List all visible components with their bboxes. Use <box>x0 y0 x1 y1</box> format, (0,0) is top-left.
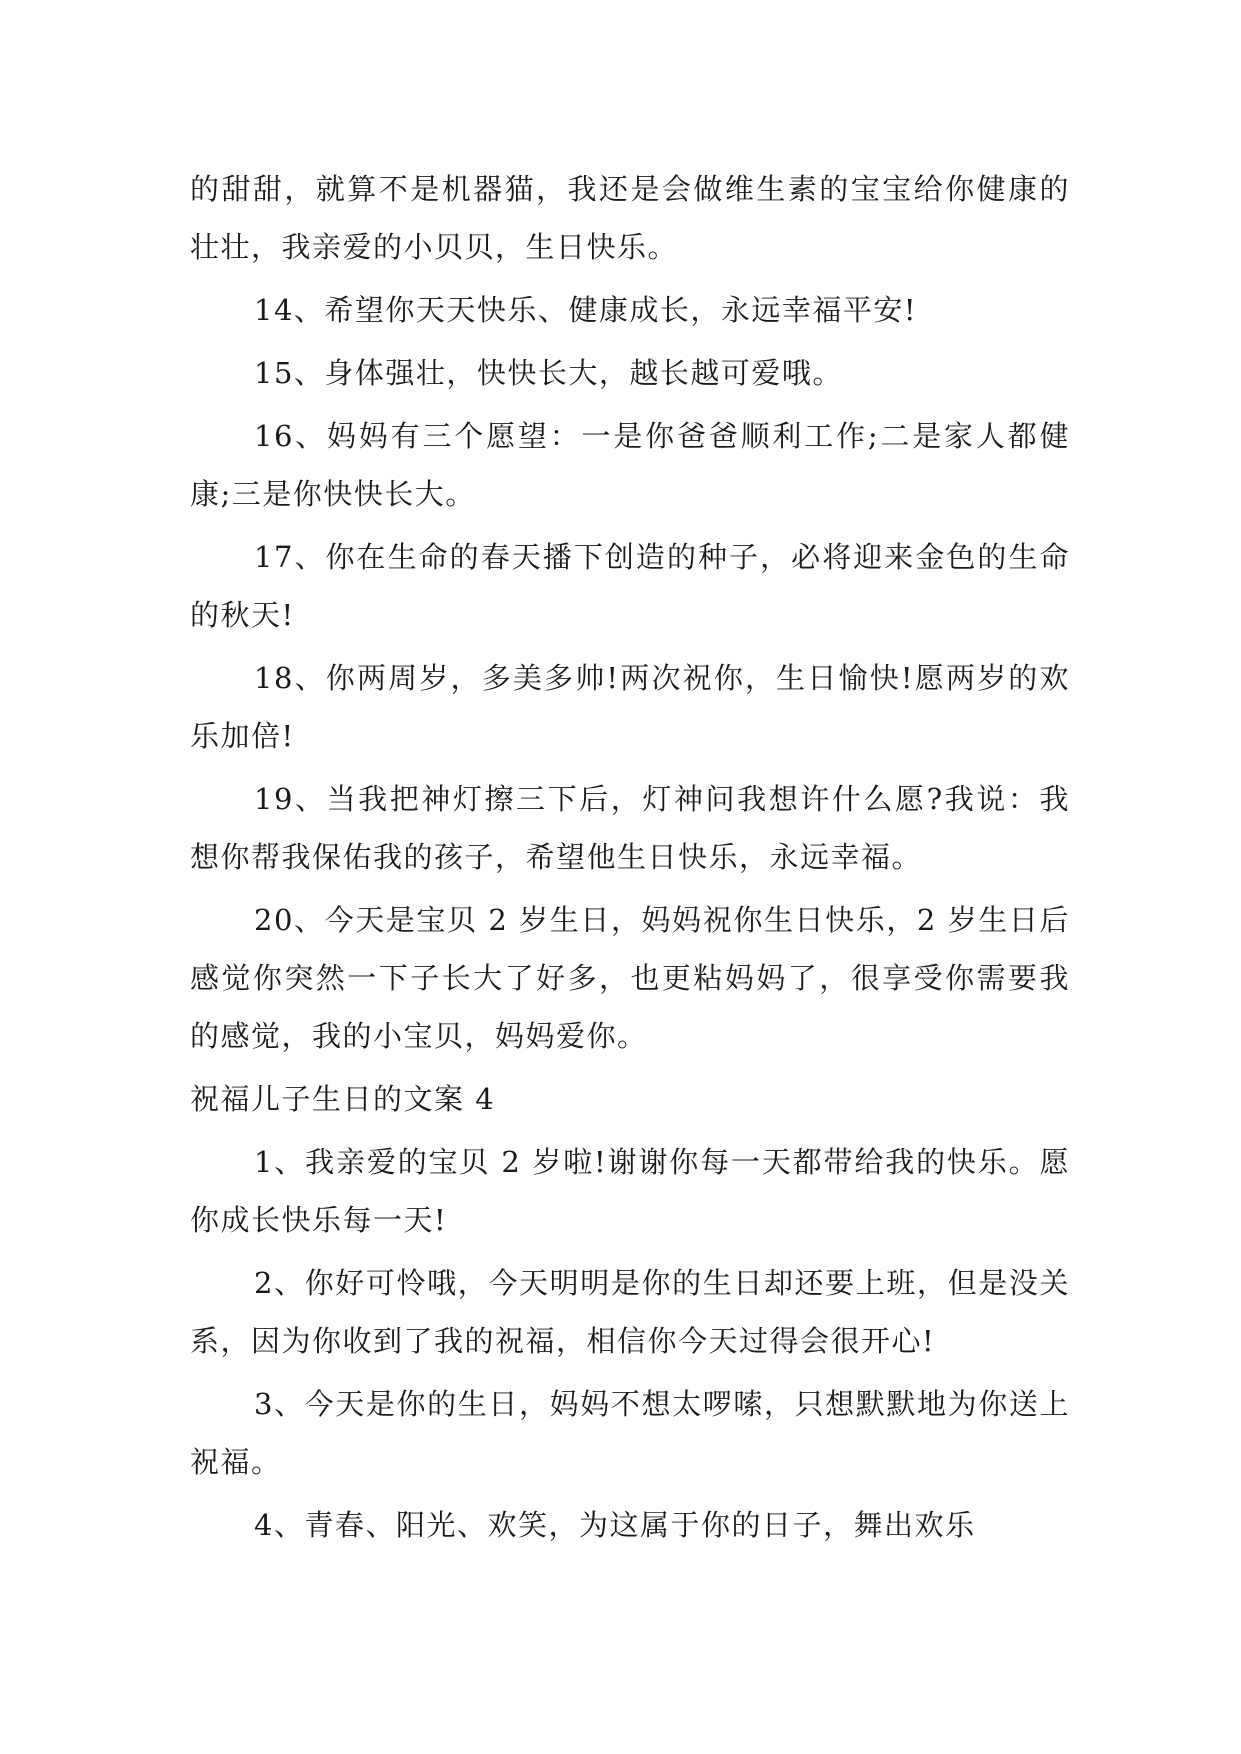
paragraph-item-19: 19、当我把神灯擦三下后，灯神问我想许什么愿?我说：我想你帮我保佑我的孩子，希望他生日快乐，永远幸福。 <box>190 782 1070 874</box>
paragraph-item-3: 3、今天是你的生日，妈妈不想太啰嗦，只想默默地为你送上祝福。 <box>190 1387 1070 1479</box>
document-body <box>190 160 1070 1559</box>
section-heading: 祝福儿子生日的文案 4 <box>190 1082 496 1116</box>
paragraph-item-16: 16、妈妈有三个愿望：一是你爸爸顺利工作;二是家人都健康;三是你快快长大。 <box>190 419 1070 511</box>
paragraph-continuation: 的甜甜，就算不是机器猫，我还是会做维生素的宝宝给你健康的壮壮，我亲爱的小贝贝，生日快乐。 <box>190 172 1070 264</box>
paragraph-item-20: 20、今天是宝贝 2 岁生日，妈妈祝你生日快乐，2 岁生日后感觉你突然一下子长大了好多，也更粘妈妈了，很享受你需要我的感觉，我的小宝贝，妈妈爱你。 <box>190 903 1070 1053</box>
paragraph-item-15: 15、身体强壮，快快长大，越长越可爱哦。 <box>254 356 843 390</box>
paragraph-item-2: 2、你好可怜哦，今天明明是你的生日却还要上班，但是没关系，因为你收到了我的祝福，相信你今天过得会很开心! <box>190 1266 1070 1358</box>
paragraph-item-4: 4、青春、阳光、欢笑，为这属于你的日子，舞出欢乐 <box>254 1508 976 1542</box>
paragraph-item-17: 17、你在生命的春天播下创造的种子，必将迎来金色的生命的秋天! <box>190 540 1070 632</box>
paragraph-item-1: 1、我亲爱的宝贝 2 岁啦!谢谢你每一天都带给我的快乐。愿你成长快乐每一天! <box>190 1145 1070 1237</box>
paragraph-item-14: 14、希望你天天快乐、健康成长，永远幸福平安! <box>254 293 918 327</box>
paragraph-item-18: 18、你两周岁，多美多帅!两次祝你，生日愉快!愿两岁的欢乐加倍! <box>190 661 1070 753</box>
